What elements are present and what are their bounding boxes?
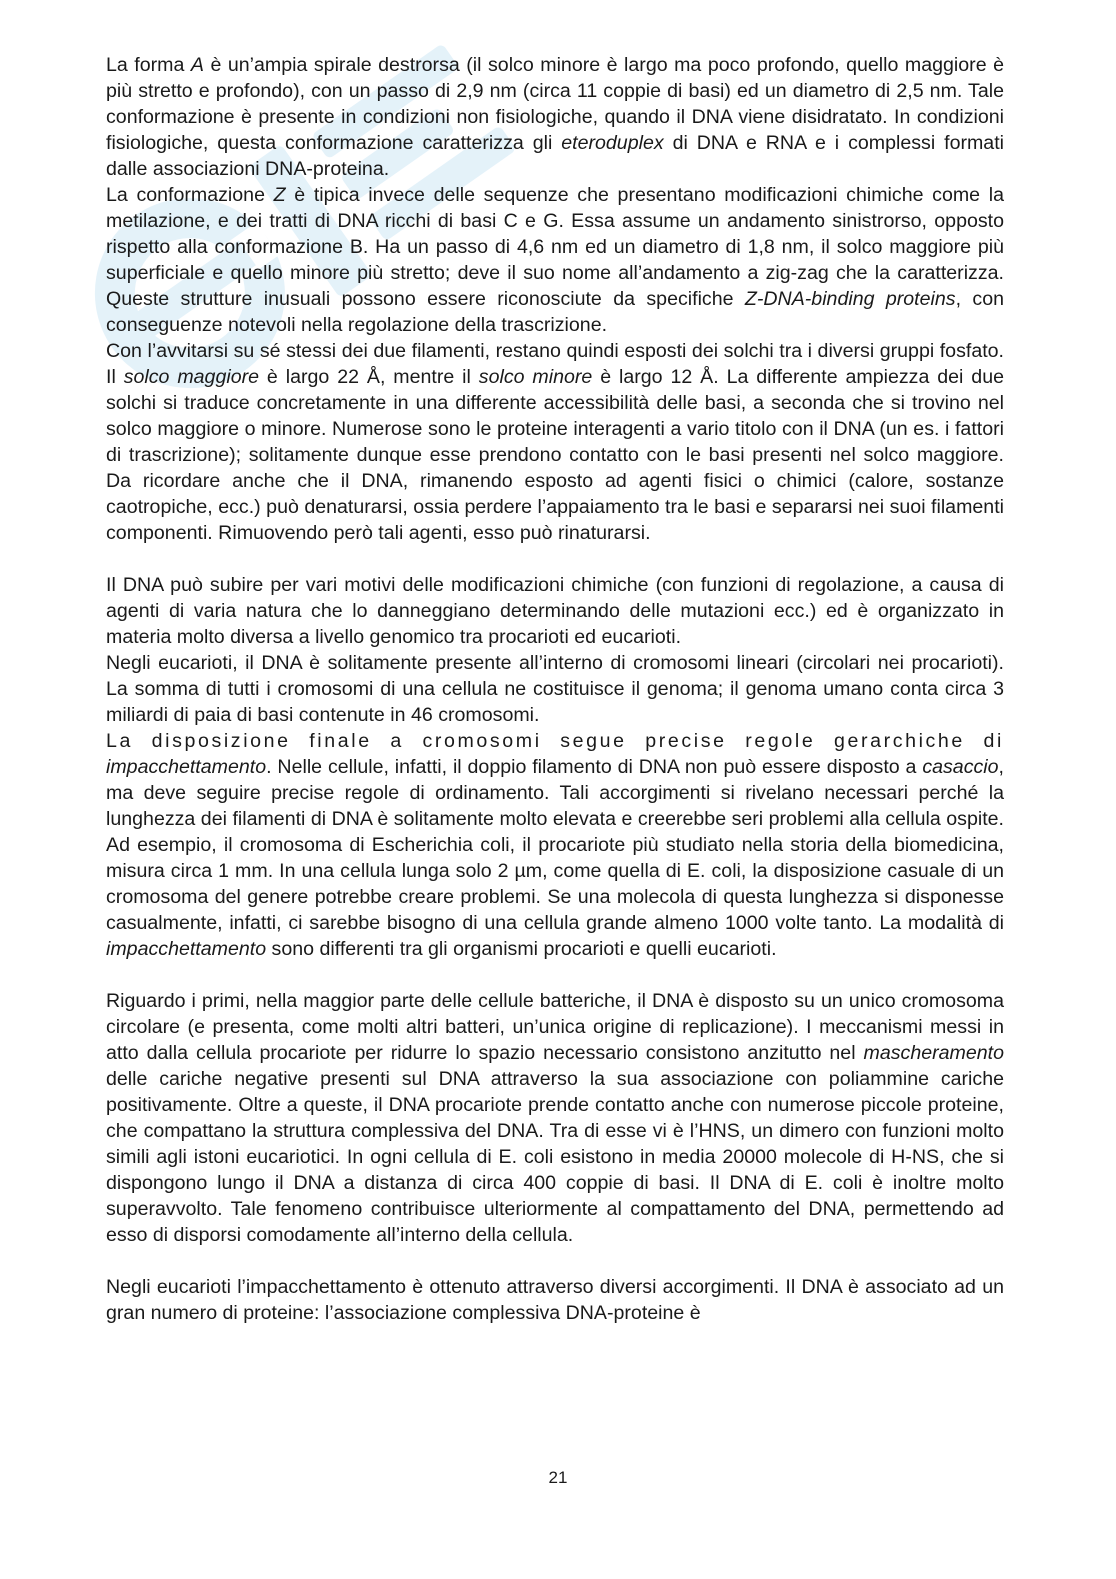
paragraph: La disposizione finale a cromosomi segue precise regole gerarchiche di impacchettamento. Nelle cellule, infatti, il doppio filamento di DNA non può essere disposto a casaccio, ma deve seguire precise regole di ordinamento. Tali accorgimenti si rivelano necessari perché la lunghezza dei filamenti di DNA è solitamente molto elevata e creerebbe seri problemi alla cellula ospite. Ad esempio, il cromosoma di Escherichia coli, il procariote più studiato nella storia della biomedicina, misura circa 1 mm. In una cellula lunga solo 2 µm, come quella di E. coli, la disposizione casuale di un cromosoma del genere potrebbe creare problemi. Se una molecola di questa lunghezza si disponesse casualmente, infatti, ci sarebbe bisogno di una cellula grande almeno 1000 volte tanto. La modalità di impacchettamento sono differenti tra gli organismi procarioti e quelli eucarioti. bbox=[106, 730, 1004, 960]
italic-term: mascheramento bbox=[863, 1042, 1004, 1064]
page-body bbox=[106, 52, 1004, 1326]
page-number: 21 bbox=[548, 1468, 568, 1487]
italic-term: solco minore bbox=[478, 366, 593, 388]
italic-term: casaccio bbox=[922, 756, 999, 778]
italic-term: A bbox=[190, 54, 204, 76]
paragraph: Riguardo i primi, nella maggior parte delle cellule batteriche, il DNA è disposto su un unico cromosoma circolare (e presenta, come molti altri batteri, un’unica origine di replicazione). I meccanismi messi in atto dalla cellula procariote per ridurre lo spazio necessario consistono anzitutto nel mascheramento delle cariche negative presenti sul DNA attraverso la sua associazione con poliammine cariche positivamente. Oltre a queste, il DNA procariote prende contatto anche con numerose piccole proteine, che compattano la struttura complessiva del DNA. Tra di esse vi è l’HNS, un dimero con funzioni molto simili agli istoni eucariotici. In ogni cellula di E. coli esistono in media 20000 molecole di H-NS, che si dispongono lungo il DNA a distanza di circa 400 coppie di basi. Il DNA di E. coli è inoltre molto superavvolto. Tale fenomeno contribuisce ulteriormente al compattamento del DNA, permettendo ad esso di disporsi comodamente all’interno della cellula. bbox=[106, 990, 1004, 1246]
paragraph: Negli eucarioti l’impacchettamento è ottenuto attraverso diversi accorgimenti. Il DNA è associato ad un gran numero di proteine: l’associazione complessiva DNA-proteine è bbox=[106, 1276, 1004, 1324]
italic-term: impacchettamento bbox=[106, 756, 267, 778]
paragraph: La forma A è un’ampia spirale destrorsa (il solco minore è largo ma poco profondo, quello maggiore è più stretto e profondo), con un passo di 2,9 nm (circa 11 coppie di basi) ed un diametro di 2,5 nm. Tale conformazione è presente in condizioni non fisiologiche, quando il DNA viene disidratato. In condizioni fisiologiche, questa conformazione caratterizza gli eteroduplex di DNA e RNA e i complessi formati dalle associazioni DNA-proteina. bbox=[106, 54, 1005, 180]
italic-term: solco maggiore bbox=[123, 366, 260, 388]
paragraph-gap bbox=[106, 546, 1004, 572]
paragraph: Con l’avvitarsi su sé stessi dei due filamenti, restano quindi esposti dei solchi tra i diversi gruppi fosfato. Il solco maggiore è largo 22 Å, mentre il solco minore è largo 12 Å. La differente ampiezza dei due solchi si traduce concretamente in una differente accessibilità delle basi, a seconda che si trovino nel solco maggiore o minore. Numerose sono le proteine interagenti a vario titolo con il DNA (un es. i fattori di trascrizione); solitamente dunque esse prendono contatto con le basi presenti nel solco maggiore. Da ricordare anche che il DNA, rimanendo esposto ad agenti fisici o chimici (calore, sostanze caotropiche, ecc.) può denaturarsi, ossia perdere l’appaiamento tra le basi e separarsi nei suoi filamenti componenti. Rimuovendo però tali agenti, esso può rinaturarsi. bbox=[106, 340, 1004, 544]
italic-term: impacchettamento bbox=[106, 938, 267, 960]
paragraph-gap bbox=[106, 962, 1004, 988]
italic-term: eteroduplex bbox=[561, 132, 664, 154]
paragraph: La conformazione Z è tipica invece delle sequenze che presentano modificazioni chimiche come la metilazione, e dei tratti di DNA ricchi di basi C e G. Essa assume un andamento sinistrorso, opposto rispetto alla conformazione B. Ha un passo di 4,6 nm ed un diametro di 1,8 nm, il solco maggiore più superficiale e quello minore più stretto; deve il suo nome all’andamento a zig-zag che la caratterizza. Queste strutture inusuali possono essere riconosciute da specifiche Z-DNA-binding proteins, con conseguenze notevoli nella regolazione della trascrizione. bbox=[106, 184, 1004, 336]
paragraph: Negli eucarioti, il DNA è solitamente presente all’interno di cromosomi lineari (circolari nei procarioti). La somma di tutti i cromosomi di una cellula ne costituisce il genoma; il genoma umano conta circa 3 miliardi di paia di basi contenute in 46 cromosomi. bbox=[106, 652, 1004, 726]
italic-term: Z-DNA-binding proteins bbox=[744, 288, 956, 310]
paragraph-gap bbox=[106, 1248, 1004, 1274]
italic-term: Z bbox=[273, 184, 286, 206]
paragraph: Il DNA può subire per vari motivi delle modificazioni chimiche (con funzioni di regolazione, a causa di agenti di varia natura che lo danneggiano determinando delle mutazioni ecc.) ed è organizzato in materia molto diversa a livello genomico tra procarioti ed eucarioti. bbox=[106, 574, 1004, 648]
spaced-text: La disposizione finale a cromosomi segue precise regole gerarchiche di bbox=[106, 730, 1004, 752]
